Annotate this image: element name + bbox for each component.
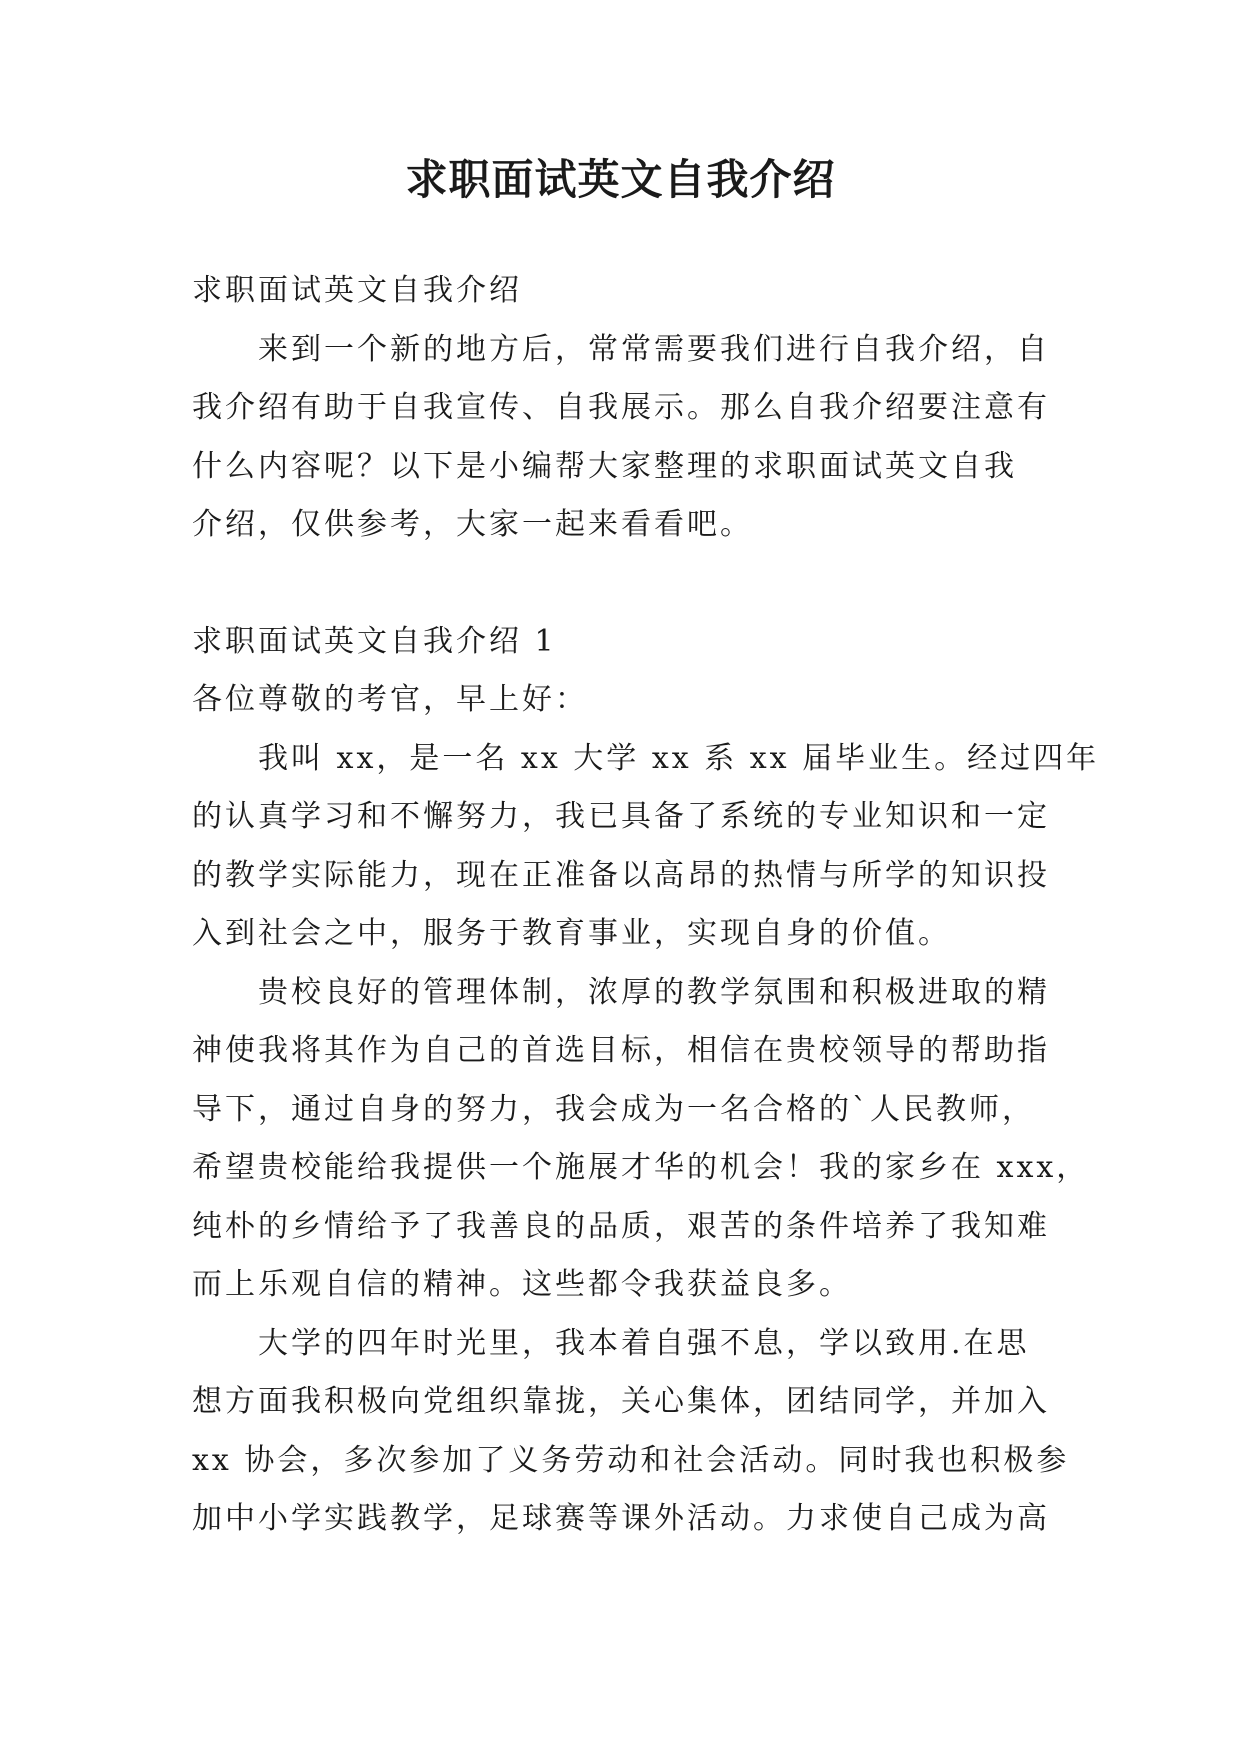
paragraph-1 [192,730,1100,964]
paragraph-line: 的教学实际能力，现在正准备以高昂的热情与所学的知识投 [192,857,1050,893]
paragraph-line: xx 协会，多次参加了义务劳动和社会活动。同时我也积极参 [192,1442,1070,1478]
subtitle-line: 求职面试英文自我介绍 [192,273,522,308]
paragraph-line: 的认真学习和不懈努力，我已具备了系统的专业知识和一定 [192,799,1050,834]
intro-line: 介绍，仅供参考，大家一起来看看吧。 [192,507,753,542]
paragraph-3 [192,1315,1070,1549]
paragraph-2 [192,964,1090,1315]
section-heading-line: 求职面试英文自我介绍 1 [192,623,557,659]
paragraph-line: 纯朴的乡情给予了我善良的品质，艰苦的条件培养了我知难 [192,1208,1050,1244]
paragraph-line: 导下，通过自身的努力，我会成为一名合格的`人民教师， [192,1091,1035,1127]
paragraph-line: 希望贵校能给我提供一个施展才华的机会！我的家乡在 xxx， [192,1150,1090,1185]
paragraph-line: 大学的四年时光里，我本着自强不息，学以致用.在思 [192,1325,1030,1361]
paragraph-line: 加中小学实践教学，足球赛等课外活动。力求使自己成为高 [192,1501,1050,1536]
intro-line: 来到一个新的地方后，常常需要我们进行自我介绍，自 [192,331,1050,367]
paragraph-line: 我叫 xx，是一名 xx 大学 xx 系 xx 届毕业生。经过四年 [192,740,1100,776]
section-heading [192,613,1052,672]
greeting [192,671,1052,730]
paragraph-line: 神使我将其作为自己的首选目标，相信在贵校领导的帮助指 [192,1033,1050,1068]
subtitle [192,262,1052,321]
paragraph-line: 入到社会之中，服务于教育事业，实现自身的价值。 [192,916,951,951]
intro-paragraph [192,321,1052,555]
paragraph-line: 贵校良好的管理体制，浓厚的教学氛围和积极进取的精 [192,974,1050,1010]
document-body [192,262,1100,1549]
greeting-line: 各位尊敬的考官，早上好： [192,682,588,717]
document-title: 求职面试英文自我介绍 [405,155,836,204]
paragraph-line: 而上乐观自信的精神。这些都令我获益良多。 [192,1267,852,1302]
intro-line: 什么内容呢？以下是小编帮大家整理的求职面试英文自我 [192,448,1017,484]
paragraph-line: 想方面我积极向党组织靠拢，关心集体，团结同学，并加入 [192,1384,1050,1419]
intro-line: 我介绍有助于自我宣传、自我展示。那么自我介绍要注意有 [192,390,1050,425]
blank-line [192,555,1052,613]
